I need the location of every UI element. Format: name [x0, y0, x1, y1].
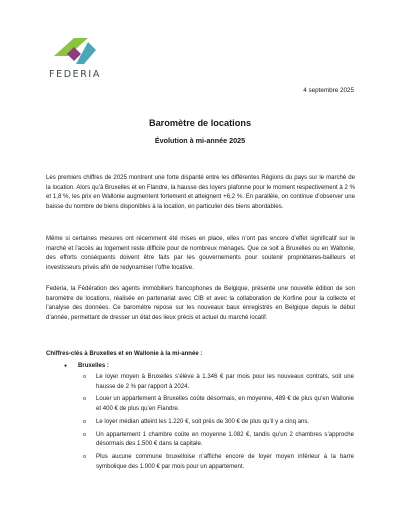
intro-paragraph: Les premiers chiffres de 2025 montrent une forte disparité entre les différentes Régions du pays sur le marché de la location. Alors qu’à Bruxelles et en Flandre, la hausse des loyers plafonne pour le moment respectivement à 2 % et 1,8 %, les prix en Wallonie augmentent fortement et atteignent +6,2 %. En parallèle, on continue d’observer une baisse du nombre de biens disponibles à la location, en particulier des biens abordables.: [46, 175, 355, 210]
document-title: Baromètre de locations: [148, 118, 252, 128]
document-subtitle: Évolution à mi-année 2025: [154, 136, 246, 145]
list-item: o Le loyer médian atteint les 1.220 €, soit près de 300 € de plus qu’il y a cinq ans.: [96, 418, 354, 428]
federia-paragraph: Federia, la Fédération des agents immobiliers francophones de Belgique, présente une nouvelle édition de son baromètre de locations, réalisée en partenariat avec CIB et avec la collaboration de Korfine pour la collecte et l’analyse des données. Ce baromètre repose sur les nouveaux baux enregistrés en Belgique depuis le début d’année, permettant de dresser un état des lieux précis et actuel du marché locatif.: [46, 286, 355, 321]
list-item: o Plus aucune commune bruxelloise n’affiche encore de loyer moyen inférieur à la barre symbolique des 1.000 € par mois pour un appartement.: [96, 453, 354, 472]
list-item: o Le loyer moyen à Bruxelles s’élève à 1.346 € par mois pour les nouveaux contrats, soit une hausse de 2 % par rapport à 2024.: [96, 373, 354, 392]
key-figures-heading: Chiffres-clés à Bruxelles et en Wallonie à la mi-année :: [46, 351, 203, 357]
measures-paragraph: Même si certaines mesures ont récemment été mises en place, elles n’ont pas encore d’effet significatif sur le marché et l’accès au logement reste difficile pour de nombreux ménages. Que ce soit à Bruxelles ou en Wallonie, des efforts conséquents doivent être faits par les gouvernements pour soutenir propriétaires-bailleurs et investisseurs privés afin de redynamiser l’offre locative.: [46, 236, 355, 271]
bruxelles-figures-list: [96, 373, 354, 475]
bruxelles-bullet-label: ● Bruxelles :: [78, 363, 109, 369]
logo-wordmark: FEDERIA: [49, 69, 101, 80]
document-date: 4 septembre 2025: [303, 87, 354, 94]
federia-logo: [44, 36, 104, 88]
list-item: o Un appartement 1 chambre coûte en moyenne 1.082 €, tandis qu’un 2 chambres s’approche désormais des 1.500 € dans la capitale.: [96, 431, 354, 450]
list-item: o Louer un appartement à Bruxelles coûte désormais, en moyenne, 489 € de plus qu’en Wallonie et 400 € de plus qu’en Flandre.: [96, 395, 354, 414]
